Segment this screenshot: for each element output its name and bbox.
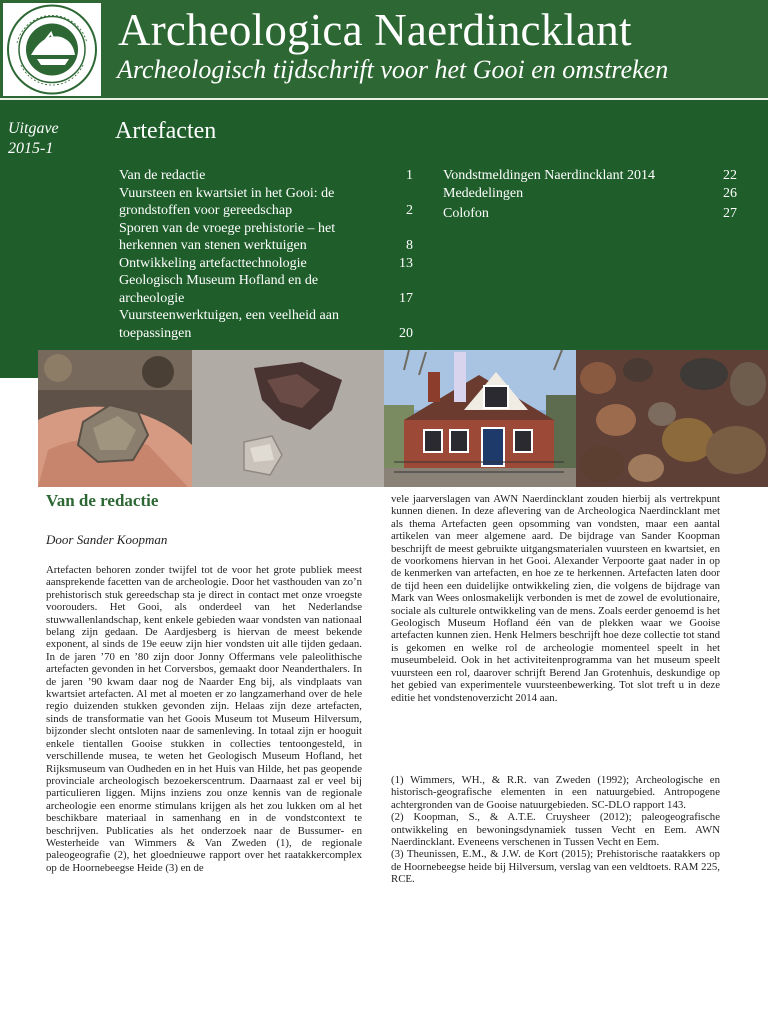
toc-entry-title: Sporen van de vroege prehistorie – het herkennen van stenen werktuigen [119, 220, 336, 253]
toc-entry-title: Colofon [443, 206, 489, 221]
toc-entry[interactable] [119, 220, 413, 255]
hand-holding-artefact-photo [38, 350, 192, 487]
reference-item: (2) Koopman, S., & A.T.E. Cruysheer (2012); paleogeografische ontwikkeling en bewoningsdynamiek tussen Vecht en Eem. AWN Naerdincklant. Eveneens verschenen in Tussen Vecht en Eem. [391, 811, 720, 849]
toc-entry-page: 22 [723, 168, 737, 183]
toc-entry-page: 13 [399, 255, 413, 271]
awn-logo [3, 3, 101, 96]
flint-stones-photo [576, 350, 768, 487]
toc-entry[interactable] [443, 205, 737, 223]
issue-word: Uitgave [8, 120, 59, 137]
references [391, 774, 720, 886]
article-column-2 [391, 493, 720, 704]
toc-entry-title: Geologisch Museum Hofland en de archeologie [119, 273, 319, 306]
reference-item: (3) Theunissen, E.M., & J.W. de Kort (2015); Prehistorische raatakkers op de Hoornebeegse heide bij Hilversum, verslag van een veldtoets. RAM 225, RCE. [391, 848, 720, 886]
toc-entry-title: Vuursteenwerktuigen, een veelheid aan toepassingen [119, 308, 339, 341]
museum-building-photo [384, 350, 576, 487]
issue-number: 2015-1 [8, 140, 54, 157]
toc-entry-title: Ontwikkeling artefacttechnologie [119, 255, 307, 271]
toc-entry-page: 17 [399, 290, 413, 306]
toc-heading: Artefacten [115, 118, 217, 144]
toc-entry[interactable] [119, 272, 413, 307]
toc-entry[interactable] [119, 307, 413, 342]
toc-entry[interactable] [119, 185, 413, 220]
toc-entry-page: 27 [723, 206, 737, 221]
toc-entry-title: Vuursteen en kwartsiet in het Gooi: de grondstoffen voor gereedschap [119, 185, 335, 218]
toc-left-column [119, 167, 413, 342]
magazine-title: Archeologica Naerdincklant [118, 5, 632, 55]
article-column-1 [46, 564, 362, 874]
article-byline: Door Sander Koopman [46, 532, 168, 547]
reference-item: (1) Wimmers, WH., & R.R. van Zweden (1992); Archeologische en historisch-geografische elementen in een natuurgebied. Antropogene achtergronden van de Gooise natuurgebieden. SC-DLO rapport 143. [391, 774, 720, 811]
toc-entry-page: 2 [406, 203, 413, 218]
toc-entry-page: 26 [723, 185, 737, 201]
toc-entry-title: Mededelingen [443, 185, 524, 201]
issue-label [8, 119, 59, 159]
article-paragraph: Artefacten behoren zonder twijfel tot de voor het grote publiek meest aansprekende facetten van de archeologie. Door het vasthouden van zo’n prehistorisch stuk gereedschap sta je direct in contact met onze vroegste voorouders. Het Gooi, als onderdeel van het Nederlandse stuwwallenlandschap, kent enkele gebieden waar vondsten van nationaal belang zijn gedaan. De Aardjesberg is hiervan de meest bekende exponent, al sinds de 19e eeuw zijn hier vondsten uit alle tijden gedaan. In de jaren ’70 en ’80 zijn door Jonny Offermans vele paleolithische artefacten gevonden in het Corversbos, gemaakt door Neanderthalers. In de jaren ’90 kwam daar nog de Naarder Eng bij, als vindplaats van kwartsiet artefacten. Al met al moeten er zo langzamerhand over de hele regio duizenden stukken gevonden zijn. Helaas zijn deze artefacten, sinds de transformatie van het Goois Museum tot Museum Hilversum, bijzonder slecht ontsloten naar de samenleving. In totaal zijn er hooguit enkele tientallen Gooise stukken in collecties tentoongesteld, in verschillende musea, te weten het Geologisch Museum Hofland, het Rijksmuseum van Oudheden en in het Huis van Hilde, het pas geopende provinciale archeologisch bezoekerscentrum. Daarnaast zal er veel bij particulieren liggen. Mijns inziens zou onze kennis van de regionale archeologie een enorme stimulans krijgen als het zou lukken om al het beschikbare materiaal in samenhang en in de vondstcontext te beschrijven. Publicaties als het onderzoek naar de Bussumer- en Westerheide van Wimmers & Van Zweden (1), de regionale paleogeografie (2), het gloednieuwe rapport over het raatakkercomplex op de Hoornebeegse Heide (3) en de [46, 564, 362, 874]
toc-entry[interactable] [119, 255, 413, 273]
toc-entry[interactable] [443, 167, 737, 185]
toc-entry-title: Vondstmeldingen Naerdincklant 2014 [443, 168, 656, 183]
article-paragraph: vele jaarverslagen van AWN Naerdincklant zouden hierbij als vertrekpunt kunnen dienen. In deze aflevering van de Archeologica Naerdincklant met als thema Artefacten geen opsomming van vondsten, maar een aantal artikelen van meer algemene aard. De bijdrage van Sander Koopman beschrijft de meest gebruikte uitgangsmaterialen vuursteen en kwartsiet, en de voorkomens hiervan in het Gooi. Alexander Verpoorte gaat nader in op de kenmerken van artefacten, en hoe ze te herkennen. Artefacten laten door de tijd heen een duidelijke ontwikkeling zien, die volgens de bijdrage van Mark van Wees onlosmakelijk verbonden is met de zowel de evolutionaire, sociale als culturele ontwikkeling van de mens. Zoals eerder genoemd is het Geologisch Museum Hofland één van de plekken waar we Gooise artefacten kunnen zien. Henk Helmers beschrijft hoe deze collectie tot stand is gekomen en welke rol de archeologie momenteel speelt in het museumbeleid. Ook in het activiteitenprogramma van het museum speelt vuursteen een rol, daarover schrijft Berend Jan Grotenhuis, deskundige op het gebied van experimentele vuursteenbewerking. Tot slot treft u in deze editie het vondstenoverzicht 2014 aan. [391, 493, 720, 704]
magazine-subtitle: Archeologisch tijdschrift voor het Gooi en omstreken [117, 55, 669, 84]
toc-entry-page: 1 [406, 168, 413, 183]
band-divider [0, 98, 768, 100]
toc-entry-title: Van de redactie [119, 168, 206, 183]
stone-artefacts-photo [192, 350, 384, 487]
toc-entry-page: 20 [399, 325, 413, 341]
toc-right-column [443, 167, 737, 223]
toc-entry[interactable] [119, 167, 413, 185]
toc-entry[interactable] [443, 185, 737, 203]
band-extension [0, 350, 38, 378]
toc-entry-page: 8 [406, 238, 413, 253]
article-heading: Van de redactie [46, 491, 159, 510]
